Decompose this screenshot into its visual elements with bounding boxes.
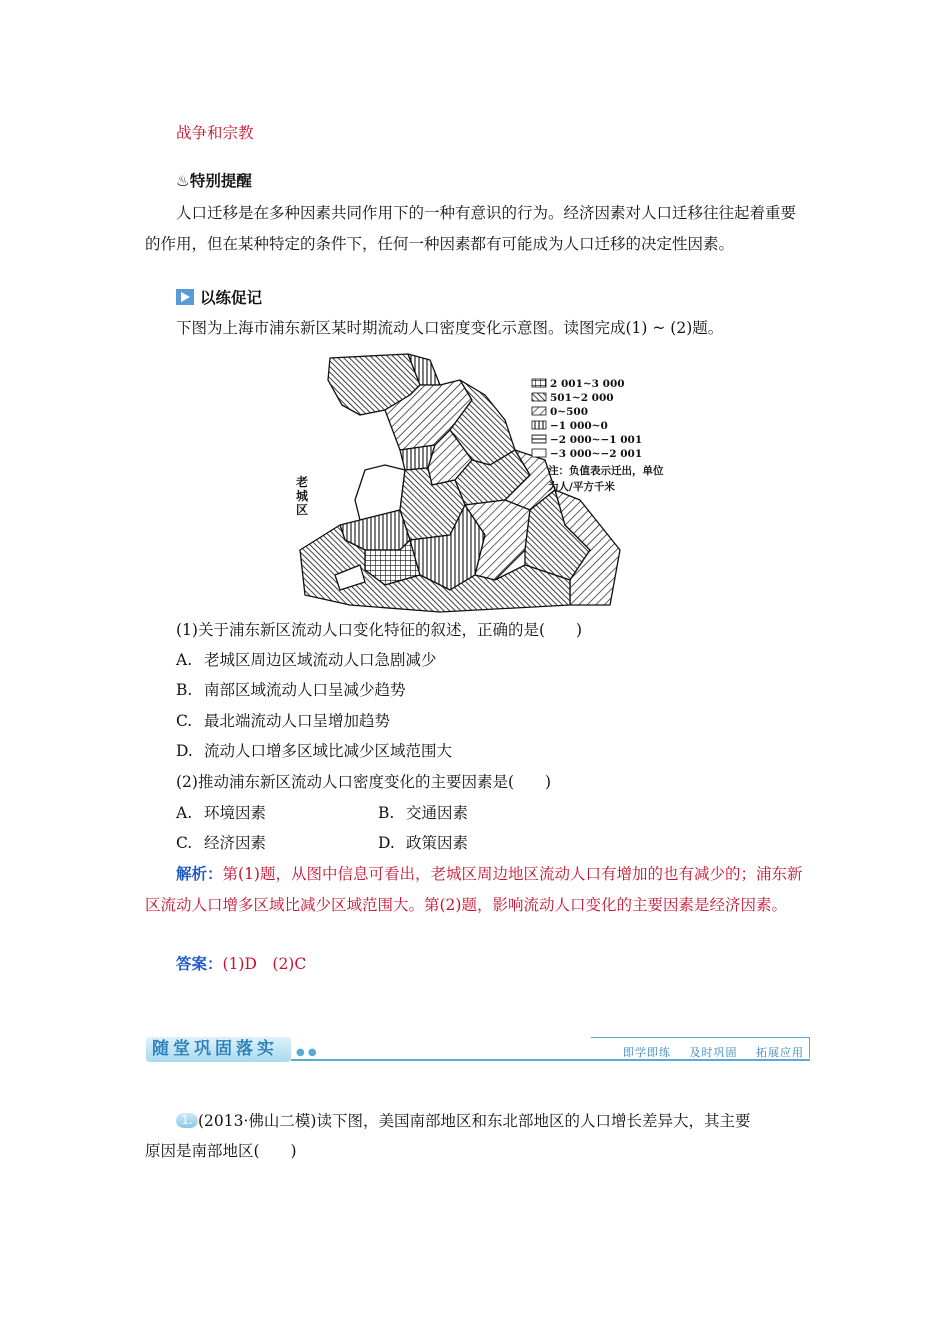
answer-text: (1)D (2)C: [222, 955, 307, 973]
q2-option-b: B. 交通因素: [378, 804, 469, 822]
steam-icon: ♨: [176, 172, 190, 190]
old-city-char-1: 老: [296, 475, 309, 489]
legend-note-2: 为人/平方千米: [548, 481, 615, 493]
legend-label-6: −3 000~−2 001: [550, 448, 643, 460]
q2-stem: (2)推动浦东新区流动人口密度变化的主要因素是( ): [176, 773, 552, 791]
q1-option-b: B. 南部区域流动人口呈减少趋势: [176, 681, 406, 699]
question-number-badge: 1.: [176, 1113, 198, 1128]
next-question-line1: 1. (2013·佛山二模)读下图，美国南部地区和东北部地区的人口增长差异大，其主要: [176, 1111, 750, 1131]
top-text: 战争和宗教: [176, 124, 254, 142]
dots-icon: ● ●: [296, 1047, 317, 1058]
legend-label-4: −1 000~0: [550, 420, 608, 432]
analysis-label: 解析：: [176, 865, 223, 883]
legend-label-3: 0~500: [550, 406, 589, 418]
q1-option-d: D. 流动人口增多区域比减少区域范围大: [176, 742, 453, 760]
q2-option-d: D. 政策因素: [378, 834, 469, 852]
answer-label: 答案：: [176, 955, 223, 973]
pudong-density-map: [290, 350, 710, 615]
tip-title: 特别提醒: [189, 172, 252, 190]
practice-heading: [176, 288, 262, 308]
legend-label-1: 2 001~3 000: [550, 378, 625, 390]
intro-text: 下图为上海市浦东新区某时期流动人口密度变化示意图。读图完成(1) ~ (2)题。: [176, 319, 724, 337]
old-city-char-2: 城: [296, 489, 309, 503]
banner-link-3: 拓展应用: [756, 1046, 804, 1059]
old-city-char-3: 区: [296, 503, 309, 517]
analysis-block: [145, 859, 807, 920]
play-icon: [176, 289, 194, 305]
section-banner: [143, 1025, 810, 1065]
legend-label-5: −2 000~−1 001: [550, 434, 643, 446]
legend-note-1: 注：负值表示迁出，单位: [548, 465, 664, 477]
practice-title: 以练促记: [200, 289, 263, 307]
next-question-line2: 原因是南部地区( ): [145, 1142, 297, 1160]
tip-paragraph: 人口迁移是在多种因素共同作用下的一种有意识的行为。经济因素对人口迁移往往起着重要的作用，但在某种特定的条件下，任何一种因素都有可能成为人口迁移的决定性因素。: [145, 204, 797, 253]
q1-option-a: A. 老城区周边区域流动人口急剧减少: [176, 651, 437, 669]
banner-link-1: 即学即练: [623, 1046, 671, 1059]
legend-label-2: 501~2 000: [550, 392, 614, 404]
q2-option-a: A. 环境因素: [176, 804, 267, 822]
banner-link-2: 及时巩固: [689, 1046, 738, 1059]
banner-title: 随堂巩固落实: [146, 1037, 291, 1062]
tip-heading: [176, 171, 252, 191]
q2-option-c: C. 经济因素: [176, 834, 267, 852]
analysis-text: 第(1)题，从图中信息可看出，老城区周边地区流动人口有增加的也有减少的；浦东新区流动人口增多区域比减少区域范围大。第(2)题，影响流动人口变化的主要因素是经济因素。: [145, 865, 803, 914]
banner-links: [609, 1044, 804, 1060]
answer-block: [176, 954, 306, 974]
q1-stem: (1)关于浦东新区流动人口变化特征的叙述，正确的是( ): [176, 621, 583, 639]
q1-option-c: C. 最北端流动人口呈增加趋势: [176, 712, 391, 730]
